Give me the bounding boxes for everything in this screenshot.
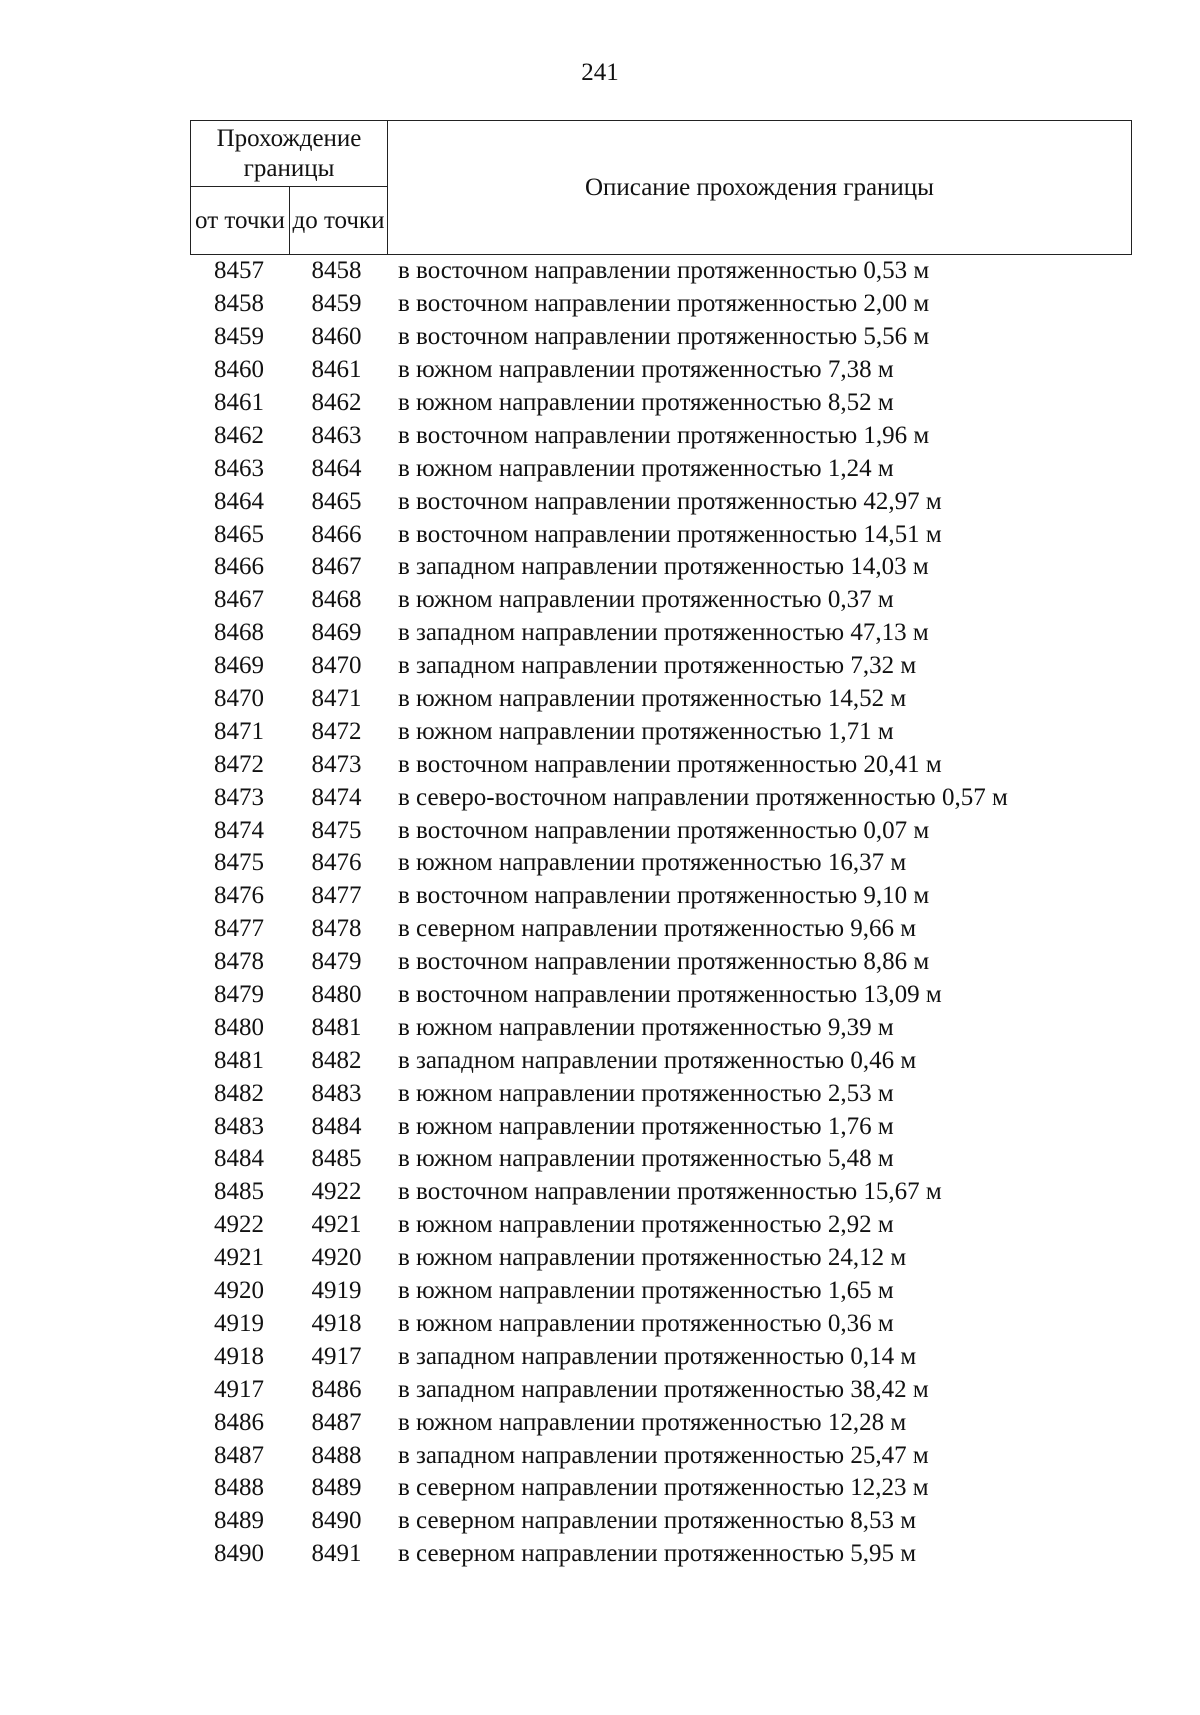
to-point-cell: 8473 — [311, 750, 362, 778]
table-row — [190, 1505, 1190, 1538]
from-point-cell: 8460 — [214, 356, 264, 384]
to-point-cell: 8485 — [311, 1145, 362, 1173]
from-point-cell: 4922 — [214, 1211, 264, 1239]
from-point-cell: 8482 — [214, 1079, 264, 1107]
from-point-cell: 8477 — [214, 915, 264, 943]
to-point-cell: 8480 — [311, 981, 362, 1009]
description-cell: в южном направлении протяженностью 7,38 м — [398, 356, 894, 384]
to-point-cell: 4921 — [311, 1211, 362, 1239]
description-cell: в западном направлении протяженностью 38,42 м — [398, 1375, 929, 1403]
description-cell: в южном направлении протяженностью 24,12 м — [398, 1244, 907, 1272]
from-point-cell: 8479 — [214, 981, 264, 1009]
header-group-cell: Прохождение границы — [191, 121, 388, 187]
table-row — [190, 1143, 1190, 1176]
description-cell: в восточном направлении протяженностью 5,56 м — [398, 323, 930, 351]
table-row — [190, 847, 1190, 880]
description-cell: в южном направлении протяженностью 9,39 м — [398, 1013, 894, 1041]
from-point-cell: 8485 — [214, 1178, 264, 1206]
description-cell: в восточном направлении протяженностью 1,96 м — [398, 421, 930, 449]
table-row — [190, 946, 1190, 979]
description-cell: в восточном направлении протяженностью 13,09 м — [398, 981, 942, 1009]
to-point-cell: 8484 — [311, 1112, 362, 1140]
to-point-cell: 8476 — [311, 849, 362, 877]
table-row — [190, 288, 1190, 321]
description-cell: в северном направлении протяженностью 8,53 м — [398, 1507, 917, 1535]
table-row — [190, 1176, 1190, 1209]
to-point-cell: 8487 — [311, 1408, 362, 1436]
from-point-cell: 8465 — [214, 520, 264, 548]
to-point-cell: 8474 — [311, 783, 362, 811]
to-point-cell: 8468 — [311, 586, 362, 614]
from-point-cell: 8467 — [214, 586, 264, 614]
page-number: 241 — [581, 59, 619, 86]
description-cell: в южном направлении протяженностью 1,71 м — [398, 717, 894, 745]
to-point-cell: 8490 — [311, 1507, 362, 1535]
table-row — [190, 1340, 1190, 1373]
table-row — [190, 617, 1190, 650]
table-row — [190, 1242, 1190, 1275]
description-cell: в западном направлении протяженностью 7,32 м — [398, 652, 917, 680]
from-point-cell: 8471 — [214, 717, 264, 745]
table-row — [190, 715, 1190, 748]
from-point-cell: 4920 — [214, 1277, 264, 1305]
header-description-cell: Описание прохождения границы — [388, 121, 1132, 255]
description-cell: в южном направлении протяженностью 12,28 м — [398, 1408, 907, 1436]
description-cell: в южном направлении протяженностью 2,53 м — [398, 1079, 894, 1107]
from-point-cell: 8484 — [214, 1145, 264, 1173]
table-row — [190, 485, 1190, 518]
to-point-cell: 8489 — [311, 1474, 362, 1502]
description-cell: в южном направлении протяженностью 14,52 м — [398, 685, 907, 713]
to-point-cell: 8471 — [311, 685, 362, 713]
table-row — [190, 419, 1190, 452]
table-row — [190, 1011, 1190, 1044]
description-cell: в восточном направлении протяженностью 0,53 м — [398, 257, 930, 285]
description-cell: в южном направлении протяженностью 2,92 м — [398, 1211, 894, 1239]
table-row — [190, 880, 1190, 913]
table-row — [190, 979, 1190, 1012]
table-row — [190, 1308, 1190, 1341]
from-point-cell: 8468 — [214, 619, 264, 647]
table-row — [190, 650, 1190, 683]
from-point-cell: 8486 — [214, 1408, 264, 1436]
description-cell: в южном направлении протяженностью 1,24 м — [398, 454, 894, 482]
description-cell: в восточном направлении протяженностью 8,86 м — [398, 948, 930, 976]
table-row — [190, 1439, 1190, 1472]
to-point-cell: 8467 — [311, 553, 362, 581]
description-cell: в южном направлении протяженностью 8,52 м — [398, 389, 894, 416]
description-cell: в западном направлении протяженностью 14,03 м — [398, 553, 929, 581]
table-row — [190, 387, 1190, 420]
description-cell: в восточном направлении протяженностью 15,67 м — [398, 1178, 942, 1206]
description-cell: в северном направлении протяженностью 5,95 м — [398, 1540, 917, 1568]
to-point-cell: 8458 — [311, 257, 362, 285]
description-cell: в западном направлении протяженностью 0,46 м — [398, 1046, 917, 1074]
to-point-cell: 8461 — [311, 356, 362, 384]
description-cell: в западном направлении протяженностью 0,14 м — [398, 1342, 917, 1370]
from-point-cell: 8459 — [214, 323, 264, 351]
to-point-cell: 8482 — [311, 1046, 362, 1074]
header-from-cell: от точки — [191, 187, 290, 255]
table-row — [190, 584, 1190, 617]
to-point-cell: 8469 — [311, 619, 362, 647]
to-point-cell: 4919 — [311, 1277, 362, 1305]
from-point-cell: 8489 — [214, 1507, 264, 1535]
description-cell: в южном направлении протяженностью 16,37 м — [398, 849, 907, 877]
description-cell: в северном направлении протяженностью 12,23 м — [398, 1474, 929, 1502]
to-point-cell: 8483 — [311, 1079, 362, 1107]
to-point-cell: 8464 — [311, 454, 362, 482]
to-point-cell: 4918 — [311, 1309, 362, 1337]
to-point-cell: 8466 — [311, 520, 362, 548]
description-cell: в западном направлении протяженностью 47,13 м — [398, 619, 929, 647]
table-row — [190, 683, 1190, 716]
to-point-cell: 8460 — [311, 323, 362, 351]
to-point-cell: 8477 — [311, 882, 362, 910]
from-point-cell: 8464 — [214, 487, 264, 515]
description-cell: в восточном направлении протяженностью 0,07 м — [398, 816, 930, 844]
table-row — [190, 452, 1190, 485]
from-point-cell: 8462 — [214, 421, 264, 449]
to-point-cell: 8479 — [311, 948, 362, 976]
header-to-cell: до точки — [290, 187, 388, 255]
from-point-cell: 4921 — [214, 1244, 264, 1272]
table-row — [190, 551, 1190, 584]
from-point-cell: 8472 — [214, 750, 264, 778]
description-cell: в южном направлении протяженностью 1,76 м — [398, 1112, 894, 1140]
from-point-cell: 8457 — [214, 257, 264, 285]
table-row — [190, 1373, 1190, 1406]
table-row — [190, 1275, 1190, 1308]
to-point-cell: 4922 — [311, 1178, 362, 1206]
from-point-cell: 8487 — [214, 1441, 264, 1469]
from-point-cell: 8461 — [214, 389, 264, 416]
to-point-cell: 4917 — [311, 1342, 362, 1370]
description-cell: в восточном направлении протяженностью 42,97 м — [398, 487, 942, 515]
description-cell: в северном направлении протяженностью 9,66 м — [398, 915, 917, 943]
to-point-cell: 8488 — [311, 1441, 362, 1469]
from-point-cell: 8475 — [214, 849, 264, 877]
table-row — [190, 1209, 1190, 1242]
table-row — [190, 781, 1190, 814]
description-cell: в южном направлении протяженностью 1,65 м — [398, 1277, 894, 1305]
table-row — [190, 1077, 1190, 1110]
to-point-cell: 8478 — [311, 915, 362, 943]
description-cell: в западном направлении протяженностью 25,47 м — [398, 1441, 929, 1469]
description-cell: в северо-восточном направлении протяженностью 0,57 м — [398, 783, 1008, 811]
to-point-cell: 8459 — [311, 290, 362, 318]
to-point-cell: 8491 — [311, 1540, 362, 1568]
table-row — [190, 748, 1190, 781]
table-header — [190, 120, 1132, 255]
from-point-cell: 8490 — [214, 1540, 264, 1568]
from-point-cell: 8466 — [214, 553, 264, 581]
from-point-cell: 8470 — [214, 685, 264, 713]
from-point-cell: 8473 — [214, 783, 264, 811]
to-point-cell: 8472 — [311, 717, 362, 745]
table-row — [190, 518, 1190, 551]
description-cell: в восточном направлении протяженностью 20,41 м — [398, 750, 942, 778]
from-point-cell: 8474 — [214, 816, 264, 844]
table-row — [190, 913, 1190, 946]
description-cell: в восточном направлении протяженностью 14,51 м — [398, 520, 942, 548]
from-point-cell: 4919 — [214, 1309, 264, 1337]
from-point-cell: 8488 — [214, 1474, 264, 1502]
to-point-cell: 8481 — [311, 1013, 362, 1041]
from-point-cell: 8483 — [214, 1112, 264, 1140]
to-point-cell: 4920 — [311, 1244, 362, 1272]
to-point-cell: 8486 — [311, 1375, 362, 1403]
to-point-cell: 8465 — [311, 487, 362, 515]
description-cell: в восточном направлении протяженностью 9,10 м — [398, 882, 930, 910]
to-point-cell: 8463 — [311, 421, 362, 449]
from-point-cell: 8458 — [214, 290, 264, 318]
to-point-cell: 8470 — [311, 652, 362, 680]
to-point-cell: 8462 — [311, 389, 362, 416]
from-point-cell: 8469 — [214, 652, 264, 680]
from-point-cell: 8476 — [214, 882, 264, 910]
description-cell: в южном направлении протяженностью 0,37 м — [398, 586, 894, 614]
from-point-cell: 4918 — [214, 1342, 264, 1370]
description-cell: в южном направлении протяженностью 5,48 м — [398, 1145, 894, 1173]
table-row — [190, 1044, 1190, 1077]
table-body — [190, 255, 1190, 1571]
table-row — [190, 1110, 1190, 1143]
from-point-cell: 8478 — [214, 948, 264, 976]
from-point-cell: 8480 — [214, 1013, 264, 1041]
description-cell: в восточном направлении протяженностью 2,00 м — [398, 290, 930, 318]
from-point-cell: 8481 — [214, 1046, 264, 1074]
table-row — [190, 1472, 1190, 1505]
table-row — [190, 814, 1190, 847]
table-row — [190, 1538, 1190, 1571]
table-row — [190, 255, 1190, 288]
from-point-cell: 8463 — [214, 454, 264, 482]
table-row — [190, 1406, 1190, 1439]
table-row — [190, 321, 1190, 354]
from-point-cell: 4917 — [214, 1375, 264, 1403]
table-row — [190, 354, 1190, 387]
description-cell: в южном направлении протяженностью 0,36 м — [398, 1309, 894, 1337]
to-point-cell: 8475 — [311, 816, 362, 844]
